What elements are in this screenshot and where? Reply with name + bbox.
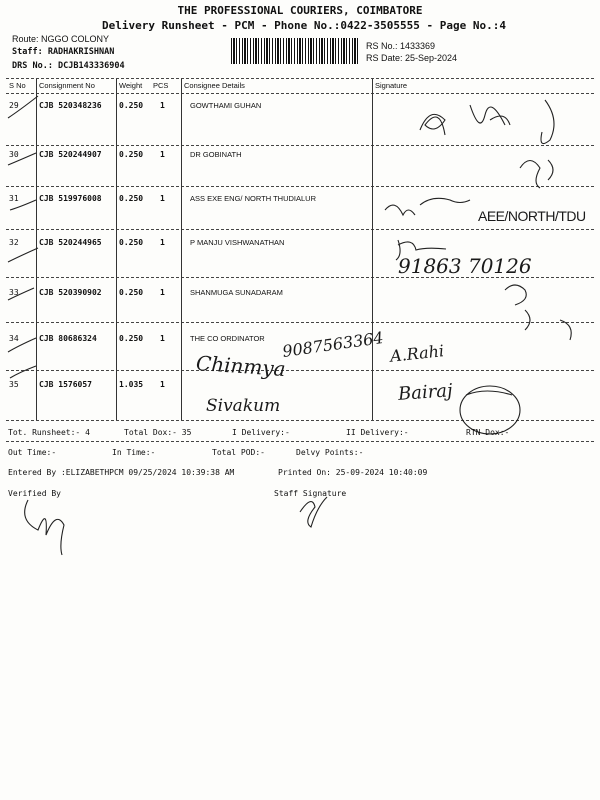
row-consignee: SHANMUGA SUNADARAM — [190, 288, 283, 297]
route-label: Route: NGGO COLONY — [12, 34, 110, 44]
row-sno: 35 — [9, 380, 19, 389]
rs-number: RS No.: 1433369 — [366, 41, 436, 51]
row-pcs: 1 — [160, 150, 165, 159]
drs-number: DRS No.: DCJB143336904 — [12, 61, 125, 71]
handwritten-name: A.Rahi — [389, 341, 445, 366]
total-pod: Total POD:- — [212, 448, 265, 457]
row-weight: 0.250 — [119, 288, 144, 297]
row-weight: 0.250 — [119, 238, 144, 247]
col-consignment: Consignment No — [39, 81, 95, 90]
total-runsheet: Tot. Runsheet:- 4 — [8, 428, 90, 437]
printed-on: Printed On: 25-09-2024 10:40:09 — [278, 468, 428, 477]
handwritten-name: Sivakum — [206, 396, 281, 416]
row-pcs: 1 — [160, 101, 165, 110]
row-sno: 32 — [9, 238, 19, 247]
col-signature: Signature — [375, 81, 408, 90]
row-sno: 30 — [9, 150, 19, 159]
entered-by: Entered By :ELIZABETHPCM 09/25/2024 10:39:38 AM — [8, 468, 235, 477]
col-pcs: PCS — [153, 81, 169, 90]
handwritten-name: Chinmya — [195, 350, 287, 382]
row-pcs: 1 — [160, 380, 165, 389]
out-time: Out Time:- — [8, 448, 57, 457]
row-weight: 0.250 — [119, 194, 144, 203]
row-weight: 0.250 — [119, 334, 144, 343]
total-dox: Total Dox:- 35 — [124, 428, 192, 437]
row-pcs: 1 — [160, 194, 165, 203]
company-title: THE PROFESSIONAL COURIERS, COIMBATORE — [177, 4, 423, 17]
row-consignment: CJB 80686324 — [39, 334, 97, 343]
divider — [6, 441, 594, 442]
row-consignee: THE CO ORDINATOR — [190, 334, 265, 343]
row-consignee: P MANJU VISHWANATHAN — [190, 238, 285, 247]
stamp-text: AEE/NORTH/TDU — [478, 208, 586, 224]
row-consignment: CJB 520244907 — [39, 150, 102, 159]
rs-date: RS Date: 25-Sep-2024 — [366, 53, 458, 63]
delvy-points: Delvy Points:- — [296, 448, 364, 457]
row-sno: 29 — [9, 101, 19, 110]
row-consignment: CJB 520244965 — [39, 238, 102, 247]
row-pcs: 1 — [160, 334, 165, 343]
row-consignee: ASS EXE ENG/ NORTH THUDIALUR — [190, 194, 316, 203]
verified-by: Verified By — [8, 489, 61, 498]
col-consignee: Consignee Details — [184, 81, 245, 90]
row-consignment: CJB 520348236 — [39, 101, 102, 110]
handwritten-phone: 9087563364 — [281, 328, 385, 361]
staff-signature: Staff Signature — [274, 489, 347, 498]
i-delivery: I Delivery:- — [232, 428, 290, 437]
row-weight: 1.035 — [119, 380, 144, 389]
in-time: In Time:- — [112, 448, 156, 457]
row-weight: 0.250 — [119, 101, 144, 110]
row-consignment: CJB 519976008 — [39, 194, 102, 203]
row-sno: 33 — [9, 288, 19, 297]
handwritten-name: Bairaj — [397, 380, 454, 405]
col-weight: Weight — [119, 81, 143, 90]
handwritten-phone: 91863 70126 — [398, 254, 532, 278]
staff-label: Staff: RADHAKRISHNAN — [12, 47, 115, 57]
row-consignee: DR GOBINATH — [190, 150, 242, 159]
row-weight: 0.250 — [119, 150, 144, 159]
row-sno: 31 — [9, 194, 19, 203]
row-pcs: 1 — [160, 238, 165, 247]
rtn-dox: RTN Dox:- — [466, 428, 510, 437]
row-sno: 34 — [9, 334, 19, 343]
row-consignee: GOWTHAMI GUHAN — [190, 101, 262, 110]
col-sno: S No — [9, 81, 26, 90]
row-consignment: CJB 1576057 — [39, 380, 92, 389]
runsheet-subtitle: Delivery Runsheet - PCM - Phone No.:0422-3505555 - Page No.:4 — [102, 19, 506, 32]
row-consignment: CJB 520390902 — [39, 288, 102, 297]
row-pcs: 1 — [160, 288, 165, 297]
ii-delivery: II Delivery:- — [346, 428, 409, 437]
